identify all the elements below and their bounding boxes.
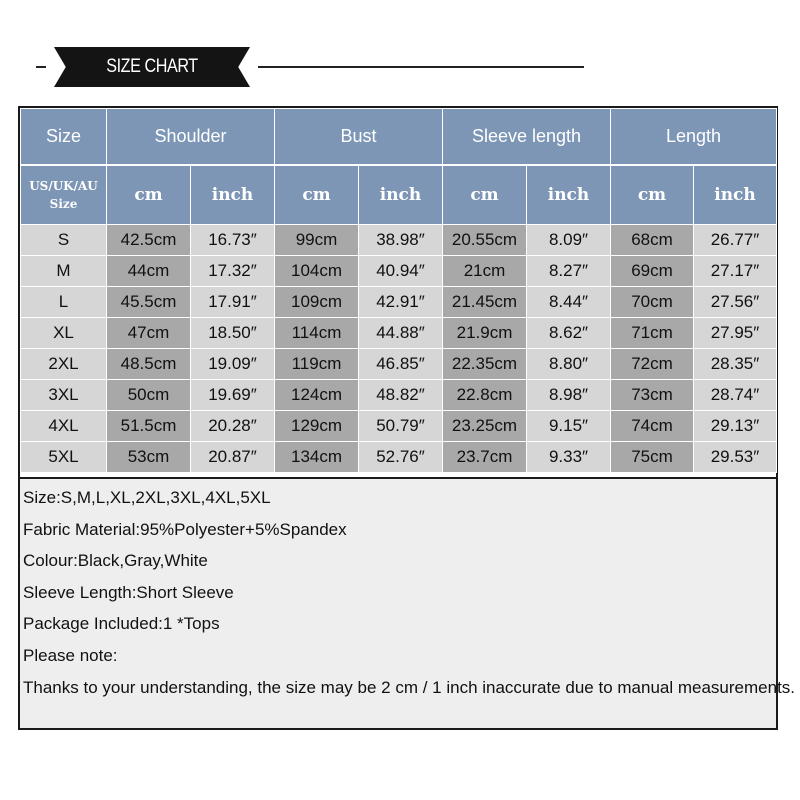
inch-value-cell: 40.94″	[359, 256, 443, 287]
size-table	[20, 108, 777, 473]
cm-value-cell: 53cm	[107, 442, 191, 473]
cm-value-cell: 74cm	[611, 411, 694, 442]
group-header-size: Size	[21, 109, 107, 166]
unit-header-cm: cm	[611, 165, 694, 225]
table-row	[21, 349, 777, 380]
group-header-bust: Bust	[275, 109, 443, 166]
inch-value-cell: 17.91″	[191, 287, 275, 318]
info-line: Package Included:1 *Tops	[23, 614, 220, 634]
size-chart-title: SIZE CHART	[106, 56, 198, 77]
unit-header-cm: cm	[443, 165, 527, 225]
inch-value-cell: 9.33″	[527, 442, 611, 473]
size-cell: 2XL	[21, 349, 107, 380]
inch-value-cell: 27.17″	[694, 256, 777, 287]
inch-value-cell: 9.15″	[527, 411, 611, 442]
cm-value-cell: 20.55cm	[443, 225, 527, 256]
table-row	[21, 411, 777, 442]
inch-value-cell: 42.91″	[359, 287, 443, 318]
unit-header-inch: inch	[191, 165, 275, 225]
cm-value-cell: 70cm	[611, 287, 694, 318]
cm-value-cell: 99cm	[275, 225, 359, 256]
info-line: Size:S,M,L,XL,2XL,3XL,4XL,5XL	[23, 488, 271, 507]
inch-value-cell: 19.09″	[191, 349, 275, 380]
inch-value-cell: 29.13″	[694, 411, 777, 442]
info-line: Please note:	[23, 645, 118, 665]
cm-value-cell: 23.25cm	[443, 411, 527, 442]
cm-value-cell: 104cm	[275, 256, 359, 287]
cm-value-cell: 22.8cm	[443, 380, 527, 411]
inch-value-cell: 44.88″	[359, 318, 443, 349]
unit-header-cm: cm	[107, 165, 191, 225]
cm-value-cell: 114cm	[275, 318, 359, 349]
inch-value-cell: 19.69″	[191, 380, 275, 411]
inch-value-cell: 17.32″	[191, 256, 275, 287]
unit-header-inch: inch	[527, 165, 611, 225]
inch-value-cell: 28.74″	[694, 380, 777, 411]
unit-header-cm: cm	[275, 165, 359, 225]
size-label-header	[21, 165, 107, 225]
cm-value-cell: 129cm	[275, 411, 359, 442]
size-cell: S	[21, 225, 107, 256]
size-cell: 3XL	[21, 380, 107, 411]
inch-value-cell: 38.98″	[359, 225, 443, 256]
info-line: Thanks to your understanding, the size may be 2 cm / 1 inch inaccurate due to manual measurements.	[23, 677, 796, 697]
inch-value-cell: 48.82″	[359, 380, 443, 411]
cm-value-cell: 134cm	[275, 442, 359, 473]
group-header-length: Length	[611, 109, 777, 166]
cm-value-cell: 21cm	[443, 256, 527, 287]
inch-value-cell: 27.95″	[694, 318, 777, 349]
cm-value-cell: 69cm	[611, 256, 694, 287]
size-label-line1: US/UK/AU	[29, 179, 98, 193]
cm-value-cell: 73cm	[611, 380, 694, 411]
group-header-shoulder: Shoulder	[107, 109, 275, 166]
info-line: Colour:Black,Gray,White	[23, 551, 208, 571]
inch-value-cell: 8.98″	[527, 380, 611, 411]
inch-value-cell: 8.80″	[527, 349, 611, 380]
table-row	[21, 287, 777, 318]
inch-value-cell: 8.62″	[527, 318, 611, 349]
inch-value-cell: 27.56″	[694, 287, 777, 318]
size-chart-header	[0, 44, 800, 94]
table-row	[21, 256, 777, 287]
cm-value-cell: 44cm	[107, 256, 191, 287]
size-cell: XL	[21, 318, 107, 349]
cm-value-cell: 47cm	[107, 318, 191, 349]
cm-value-cell: 42.5cm	[107, 225, 191, 256]
cm-value-cell: 109cm	[275, 287, 359, 318]
size-chart-frame	[18, 106, 796, 730]
inch-value-cell: 28.35″	[694, 349, 777, 380]
inch-value-cell: 52.76″	[359, 442, 443, 473]
inch-value-cell: 46.85″	[359, 349, 443, 380]
cm-value-cell: 22.35cm	[443, 349, 527, 380]
product-info-box	[20, 477, 796, 728]
unit-header-inch: inch	[694, 165, 777, 225]
inch-value-cell: 8.09″	[527, 225, 611, 256]
inch-value-cell: 8.44″	[527, 287, 611, 318]
cm-value-cell: 119cm	[275, 349, 359, 380]
size-cell: 5XL	[21, 442, 107, 473]
cm-value-cell: 124cm	[275, 380, 359, 411]
inch-value-cell: 50.79″	[359, 411, 443, 442]
size-label-line2: Size	[49, 197, 78, 211]
size-table-body	[21, 225, 777, 473]
inch-value-cell: 29.53″	[694, 442, 777, 473]
cm-value-cell: 68cm	[611, 225, 694, 256]
header-dash	[36, 66, 46, 68]
table-row	[21, 225, 777, 256]
inch-value-cell: 18.50″	[191, 318, 275, 349]
table-row	[21, 442, 777, 473]
unit-header-inch: inch	[359, 165, 443, 225]
cm-value-cell: 21.45cm	[443, 287, 527, 318]
cm-value-cell: 75cm	[611, 442, 694, 473]
size-cell: 4XL	[21, 411, 107, 442]
cm-value-cell: 71cm	[611, 318, 694, 349]
header-row-units	[21, 165, 777, 225]
cm-value-cell: 21.9cm	[443, 318, 527, 349]
info-line: Sleeve Length:Short Sleeve	[23, 582, 234, 602]
info-line: Fabric Material:95%Polyester+5%Spandex	[23, 519, 347, 539]
inch-value-cell: 26.77″	[694, 225, 777, 256]
header-row-groups	[21, 109, 777, 166]
group-header-sleeve-length: Sleeve length	[443, 109, 611, 166]
inch-value-cell: 8.27″	[527, 256, 611, 287]
cm-value-cell: 72cm	[611, 349, 694, 380]
size-cell: M	[21, 256, 107, 287]
inch-value-cell: 20.87″	[191, 442, 275, 473]
cm-value-cell: 48.5cm	[107, 349, 191, 380]
cm-value-cell: 51.5cm	[107, 411, 191, 442]
size-cell: L	[21, 287, 107, 318]
cm-value-cell: 50cm	[107, 380, 191, 411]
inch-value-cell: 16.73″	[191, 225, 275, 256]
cm-value-cell: 23.7cm	[443, 442, 527, 473]
header-rule	[258, 66, 584, 68]
table-row	[21, 380, 777, 411]
table-row	[21, 318, 777, 349]
inch-value-cell: 20.28″	[191, 411, 275, 442]
cm-value-cell: 45.5cm	[107, 287, 191, 318]
